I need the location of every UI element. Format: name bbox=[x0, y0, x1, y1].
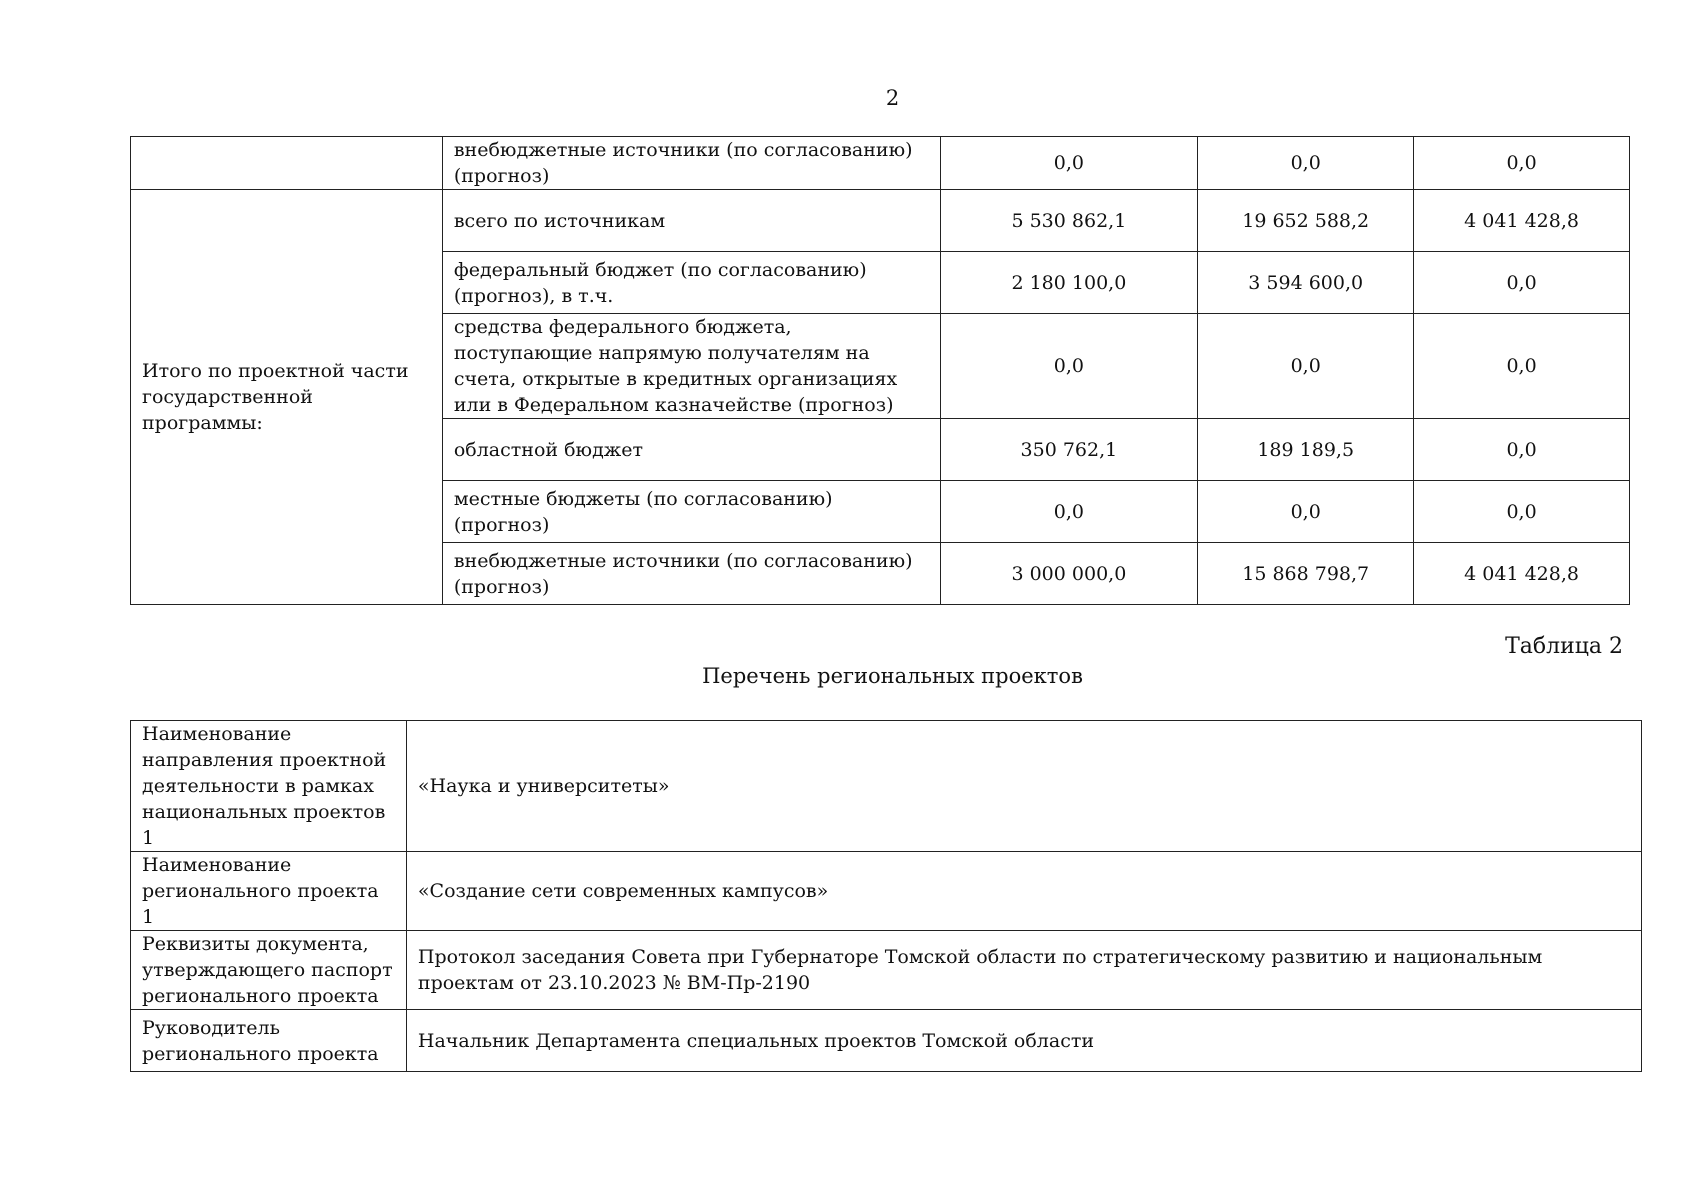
label-cell: Наименование регионального проекта 1 bbox=[131, 852, 407, 931]
value-cell: 3 000 000,0 bbox=[940, 543, 1198, 605]
value-cell: 0,0 bbox=[1198, 137, 1414, 190]
value-cell: 350 762,1 bbox=[940, 419, 1198, 481]
total-label-cell: Итого по проектной части государственной программы: bbox=[131, 190, 443, 605]
value-cell: 15 868 798,7 bbox=[1198, 543, 1414, 605]
value-cell: 0,0 bbox=[1198, 314, 1414, 419]
value-cell: 3 594 600,0 bbox=[1198, 252, 1414, 314]
value-cell: 0,0 bbox=[1414, 419, 1630, 481]
value-cell: 2 180 100,0 bbox=[940, 252, 1198, 314]
source-cell: внебюджетные источники (по согласованию) (прогноз) bbox=[442, 137, 940, 190]
value-cell: 0,0 bbox=[1414, 314, 1630, 419]
label-cell: Руководитель регионального проекта bbox=[131, 1010, 407, 1072]
value-cell: 189 189,5 bbox=[1198, 419, 1414, 481]
value-cell: 5 530 862,1 bbox=[940, 190, 1198, 252]
label-cell: Наименование направления проектной деятельности в рамках национальных проектов 1 bbox=[131, 721, 407, 852]
projects-table bbox=[130, 720, 1642, 1072]
source-cell: всего по источникам bbox=[442, 190, 940, 252]
value-cell: 0,0 bbox=[940, 481, 1198, 543]
table-row bbox=[131, 721, 1642, 852]
value-cell: «Создание сети современных кампусов» bbox=[406, 852, 1641, 931]
table-row bbox=[131, 190, 1630, 252]
source-cell: областной бюджет bbox=[442, 419, 940, 481]
source-cell: федеральный бюджет (по согласованию) (прогноз), в т.ч. bbox=[442, 252, 940, 314]
page-number: 2 bbox=[885, 86, 900, 110]
value-cell: 19 652 588,2 bbox=[1198, 190, 1414, 252]
value-cell: «Наука и университеты» bbox=[406, 721, 1641, 852]
value-cell: 0,0 bbox=[1198, 481, 1414, 543]
value-cell: 0,0 bbox=[940, 314, 1198, 419]
value-cell: 0,0 bbox=[1414, 137, 1630, 190]
table-row bbox=[131, 931, 1642, 1010]
source-cell: средства федерального бюджета, поступающие напрямую получателям на счета, открытые в кредитных организациях или в Федеральном казначействе (прогноз) bbox=[442, 314, 940, 419]
value-cell: 0,0 bbox=[1414, 252, 1630, 314]
value-cell: 4 041 428,8 bbox=[1414, 190, 1630, 252]
empty-cell bbox=[131, 137, 443, 190]
table-title: Перечень региональных проектов bbox=[702, 664, 1083, 688]
source-cell: внебюджетные источники (по согласованию) (прогноз) bbox=[442, 543, 940, 605]
table-row bbox=[131, 852, 1642, 931]
value-cell: Начальник Департамента специальных проектов Томской области bbox=[406, 1010, 1641, 1072]
value-cell: 0,0 bbox=[1414, 481, 1630, 543]
table-row bbox=[131, 1010, 1642, 1072]
value-cell: 4 041 428,8 bbox=[1414, 543, 1630, 605]
source-cell: местные бюджеты (по согласованию) (прогноз) bbox=[442, 481, 940, 543]
funding-table bbox=[130, 136, 1630, 605]
table-caption: Таблица 2 bbox=[1505, 634, 1623, 659]
label-cell: Реквизиты документа, утверждающего паспорт регионального проекта bbox=[131, 931, 407, 1010]
value-cell: 0,0 bbox=[940, 137, 1198, 190]
table-row bbox=[131, 137, 1630, 190]
value-cell: Протокол заседания Совета при Губернаторе Томской области по стратегическому развитию и национальным проектам от 23.10.2023 № ВМ-Пр-2190 bbox=[406, 931, 1641, 1010]
